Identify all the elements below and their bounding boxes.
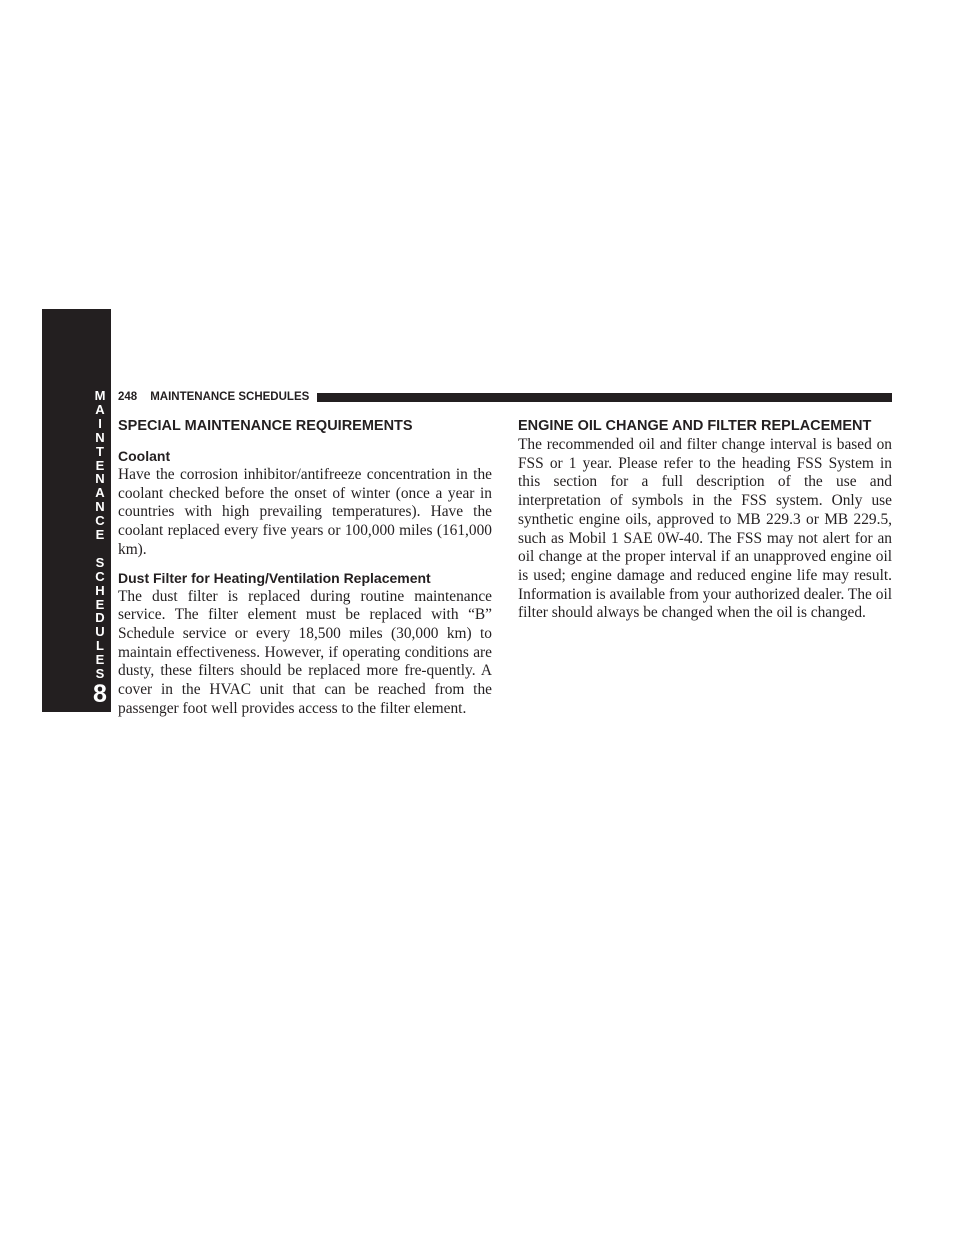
side-tab-letter: S (95, 666, 105, 682)
side-tab-letter: M (94, 388, 106, 403)
engine-oil-paragraph: The recommended oil and filter change interval is based on FSS or 1 year. Please refer to the heading FSS System in this section for a full description of the use and interpretation of symbols in the FSS system. Only use synthetic engine oils, approved to MB 229.3 or MB 229.5, such as Mobil 1 SAE 0W-40. The FSS may not alert for an oil change at the proper interval if an unapproved engine oil is used; engine damage and reduced engine life may result. Information is available from your authorized dealer. The oil filter should always be changed when the oil is changed. (518, 436, 892, 622)
left-column (118, 417, 492, 718)
coolant-paragraph: Have the corrosion inhibitor/antifreeze concentration in the coolant checked before the onset of winter (once a year in countries with high prevailing temperatures). Have the coolant replaced every five years or 100,000 miles (161,000 km). (118, 466, 492, 558)
side-tab-letter: H (95, 582, 105, 598)
page-header (118, 389, 892, 405)
chapter-number: 8 (93, 680, 107, 708)
side-tab-letter: E (95, 652, 105, 668)
side-tab-letter: T (96, 443, 104, 459)
side-tab-letter: A (95, 485, 105, 501)
side-tab-letter: D (95, 610, 105, 626)
side-tab-letter: C (95, 568, 105, 584)
side-tab-letter: E (95, 457, 105, 473)
special-maintenance-heading: SPECIAL MAINTENANCE REQUIREMENTS (118, 418, 413, 434)
side-tab-letter: N (95, 471, 105, 487)
coolant-subheading: Coolant (118, 448, 171, 464)
engine-oil-heading: ENGINE OIL CHANGE AND FILTER REPLACEMENT (518, 418, 872, 434)
side-tab-letter: N (95, 499, 105, 515)
page-number: 248 (118, 391, 138, 403)
side-tab-letter: U (95, 624, 105, 640)
dust-filter-paragraph: The dust filter is replaced during routine maintenance service. The filter element must be replaced with “B” Schedule service or every 18,500 miles (30,000 km) to maintain effectiveness. However, if operating conditions are dusty, these filters should be replaced more fre-quently. A cover in the HVAC unit that can be reached from the passenger foot well provides access to the filter element. (118, 587, 492, 717)
side-tab-letter: E (95, 527, 105, 543)
side-tab-letter: S (95, 554, 105, 570)
side-tab-letter: L (96, 638, 104, 654)
side-tab-letter: E (95, 596, 105, 612)
section-title: MAINTENANCE SCHEDULES (150, 391, 310, 403)
chapter-side-tab-letters (90, 389, 110, 681)
header-rule (317, 393, 892, 402)
side-tab-letter: N (95, 429, 105, 445)
side-tab-letter: A (95, 401, 105, 417)
side-tab-letter: C (95, 513, 105, 529)
side-tab-letter: I (98, 415, 102, 431)
dust-filter-subheading: Dust Filter for Heating/Ventilation Replacement (118, 569, 431, 586)
right-column (518, 417, 892, 623)
